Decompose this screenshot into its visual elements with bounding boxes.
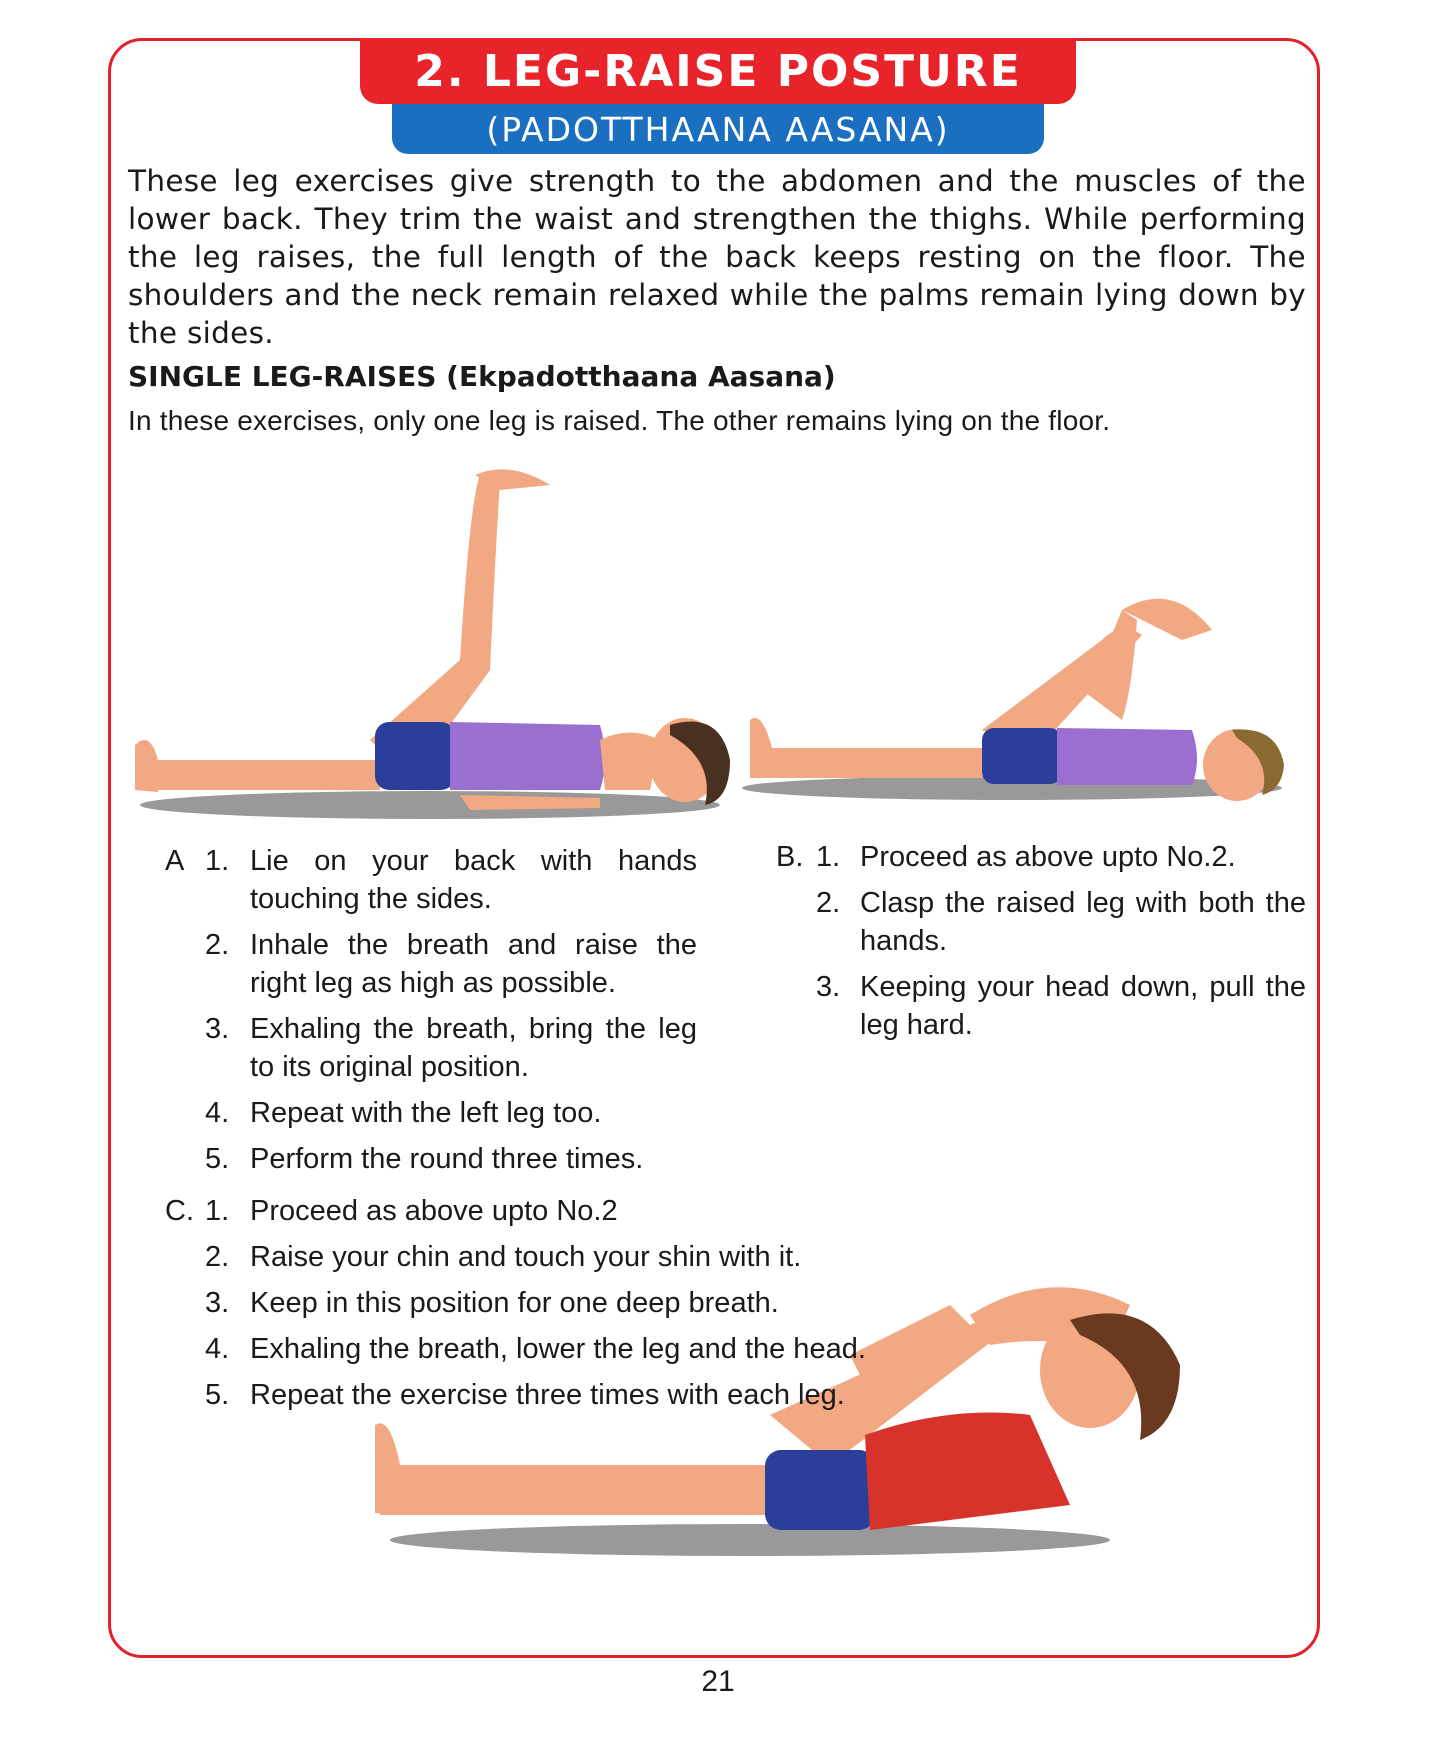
list-item xyxy=(776,838,1306,876)
instructions-list-b xyxy=(776,838,1306,1052)
section-heading: SINGLE LEG-RAISES (Ekpadotthaana Aasana) xyxy=(128,360,836,393)
section-description: In these exercises, only one leg is raised. The other remains lying on the floor. xyxy=(128,405,1111,436)
list-label: A xyxy=(165,845,185,877)
illustration-leg-raise-b xyxy=(742,580,1292,820)
list-item xyxy=(165,1192,965,1230)
list-item xyxy=(165,1376,965,1414)
item-text: Lie on your back with hands touching the sides. xyxy=(250,845,697,915)
instructions-list-a xyxy=(165,842,697,1186)
list-item xyxy=(165,842,697,918)
list-item xyxy=(776,968,1306,1044)
item-text: Proceed as above upto No.2 xyxy=(250,1195,618,1227)
item-text: Repeat with the left leg too. xyxy=(250,1097,602,1129)
item-number: 3. xyxy=(205,1013,230,1045)
list-item xyxy=(165,1330,965,1368)
item-number: 2. xyxy=(816,887,841,919)
page-subtitle: (PADOTTHAANA AASANA) xyxy=(392,104,1044,154)
item-text: Inhale the breath and raise the right leg as high as possible. xyxy=(250,929,697,999)
item-text: Keep in this position for one deep breath. xyxy=(250,1287,779,1319)
illustration-leg-raise-a xyxy=(130,460,720,830)
item-number: 5. xyxy=(205,1379,230,1411)
item-number: 2. xyxy=(205,929,230,961)
item-number: 3. xyxy=(816,971,841,1003)
item-number: 1. xyxy=(205,1195,230,1227)
list-label: B. xyxy=(776,841,804,873)
item-text: Clasp the raised leg with both the hands. xyxy=(860,887,1306,957)
item-text: Exhaling the breath, lower the leg and the head. xyxy=(250,1333,866,1365)
list-item xyxy=(165,1010,697,1086)
intro-paragraph: These leg exercises give strength to the abdomen and the muscles of the lower back. They trim the waist and strengthen the thighs. While performing the leg raises, the full length of the back keeps resting on the floor. The shoulders and the neck remain relaxed while the palms remain lying down by the sides. xyxy=(128,164,1306,350)
item-number: 2. xyxy=(205,1241,230,1273)
list-item xyxy=(776,884,1306,960)
list-label: C. xyxy=(165,1195,194,1227)
item-text: Proceed as above upto No.2. xyxy=(860,841,1236,873)
list-item xyxy=(165,1284,965,1322)
list-item xyxy=(165,1140,697,1178)
page-number: 21 xyxy=(701,1665,735,1698)
instructions-list-c xyxy=(165,1192,965,1422)
item-text: Perform the round three times. xyxy=(250,1143,644,1175)
item-number: 4. xyxy=(205,1097,230,1129)
page-title: 2. LEG-RAISE POSTURE xyxy=(360,38,1076,104)
item-text: Raise your chin and touch your shin with it. xyxy=(250,1241,802,1273)
item-text: Repeat the exercise three times with each leg. xyxy=(250,1379,845,1411)
item-text: Exhaling the breath, bring the leg to its original position. xyxy=(250,1013,697,1083)
item-number: 4. xyxy=(205,1333,230,1365)
item-number: 3. xyxy=(205,1287,230,1319)
list-item xyxy=(165,1238,965,1276)
list-item xyxy=(165,1094,697,1132)
item-number: 5. xyxy=(205,1143,230,1175)
list-item xyxy=(165,926,697,1002)
item-text: Keeping your head down, pull the leg hard. xyxy=(860,971,1306,1041)
item-number: 1. xyxy=(816,841,841,873)
item-number: 1. xyxy=(205,845,230,877)
